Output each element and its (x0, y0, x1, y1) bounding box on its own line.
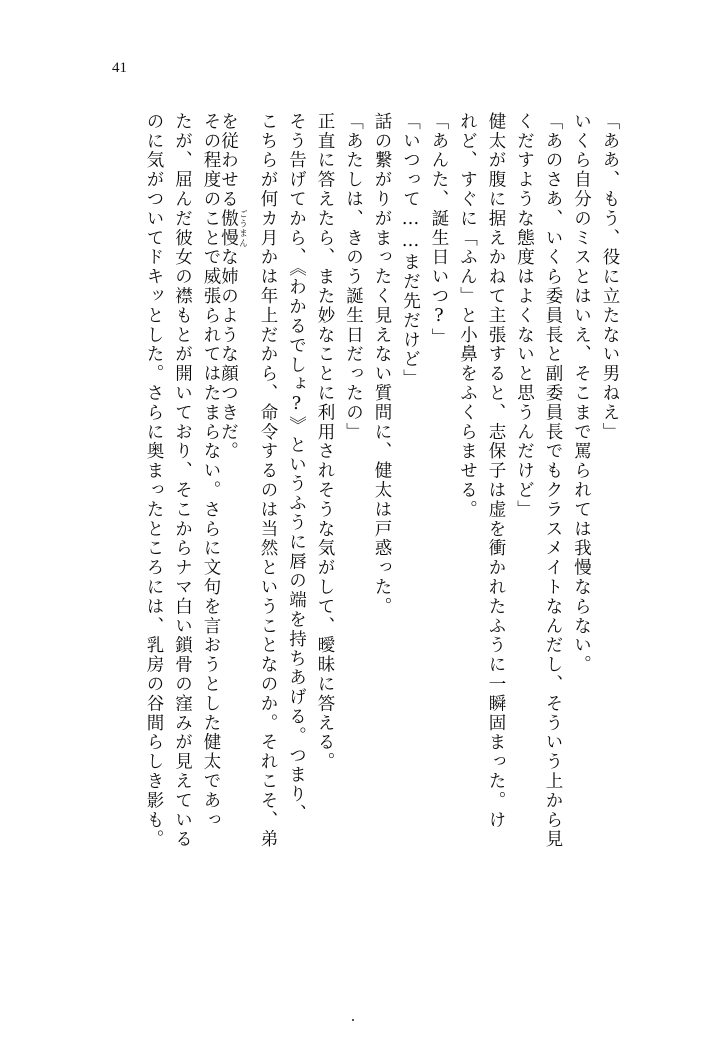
text-column: 健太が腹に据えかねて主張すると、志保子は虚を衝かれたふうに一瞬固まった。け (486, 112, 506, 830)
vertical-text-block (98, 112, 618, 932)
text-column: のに気がついてドキッとした。さらに奥まったところには、乳房の谷間らしき影も。 (144, 112, 164, 850)
text-column: 正直に答えたら、また妙なことに利用されそうな気がして、曖昧に答える。 (315, 112, 335, 772)
ruby-column-prefix: を従わせる (218, 112, 239, 209)
text-column: 「あんた、誕生日いつ?」 (429, 112, 449, 348)
text-column: こちらが何カ月かは年上だから、命令するのは当然ということなのか。それこそ、弟 (258, 112, 278, 850)
text-column: たが、屈んだ彼女の襟もとが開いており、そこからナマ白い鎖骨の窪みが見えている (172, 112, 193, 850)
text-column: そう告げてから、《わかるでしょ?》というふうに唇の端を持ちあげる。つまり、 (286, 112, 307, 824)
text-column: れど、すぐに「ふん」と小鼻をふくらませる。 (457, 112, 478, 520)
text-column: その程度のことで威張られてはたまらない。さらに文句を言おうとした健太であっ (201, 112, 221, 830)
text-column: 「あたしは、きのう誕生日だったの」 (343, 112, 364, 442)
text-column: 「あのさあ、いくら委員長と副委員長でもクラスメイトなんだし、そういう上から見 (543, 112, 563, 850)
text-column-with-ruby (219, 112, 248, 932)
text-column: 「ああ、もう、役に立たない男ねえ」 (600, 112, 620, 442)
page-number: 41 (112, 60, 127, 76)
text-column: 「いつって……まだ先だけど」 (400, 112, 421, 389)
text-column: くだすような態度はよくないと思うんだけど」 (514, 112, 535, 520)
ruby-column-suffix: な姉のような顔つきだ。 (218, 247, 239, 462)
footer-ornament: ・ (347, 1015, 359, 1027)
text-column: 話の繋がりがまったく見えない質問に、健太は戸惑った。 (372, 112, 392, 617)
ruby-annotated-text: 傲慢 ごうまん (218, 209, 248, 248)
text-column: いくら自分のミスとはいえ、そこまで罵られては我慢ならない。 (571, 112, 592, 675)
